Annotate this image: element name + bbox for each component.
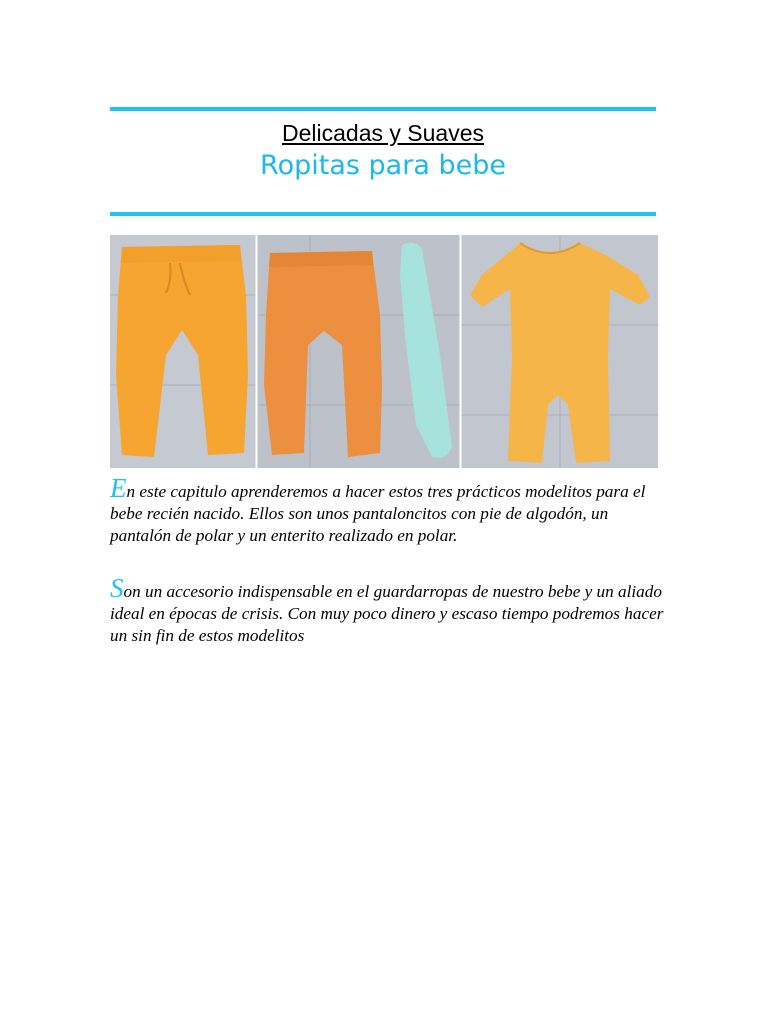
garments-photo [110, 235, 658, 468]
bottom-divider [110, 212, 656, 216]
second-paragraph [110, 573, 666, 647]
paragraph-text: n este capitulo aprenderemos a hacer estos tres prácticos modelitos para el bebe recién nacido. Ellos son unos pantaloncitos con pie de algodón, un pantalón de polar y un enterito realizado en polar. [110, 482, 646, 545]
intro-paragraph [110, 473, 666, 547]
drop-cap: E [110, 473, 127, 503]
paragraph-text: on un accesorio indispensable en el guardarropas de nuestro bebe y un aliado ideal en épocas de crisis. Con muy poco dinero y escaso tiempo podremos hacer un sin fin de estos modelitos [110, 582, 664, 645]
drop-cap: S [110, 573, 124, 603]
page-subtitle: Ropitas para bebe [260, 150, 506, 181]
page-title: Delicadas y Suaves [282, 120, 484, 146]
top-divider [110, 107, 656, 111]
